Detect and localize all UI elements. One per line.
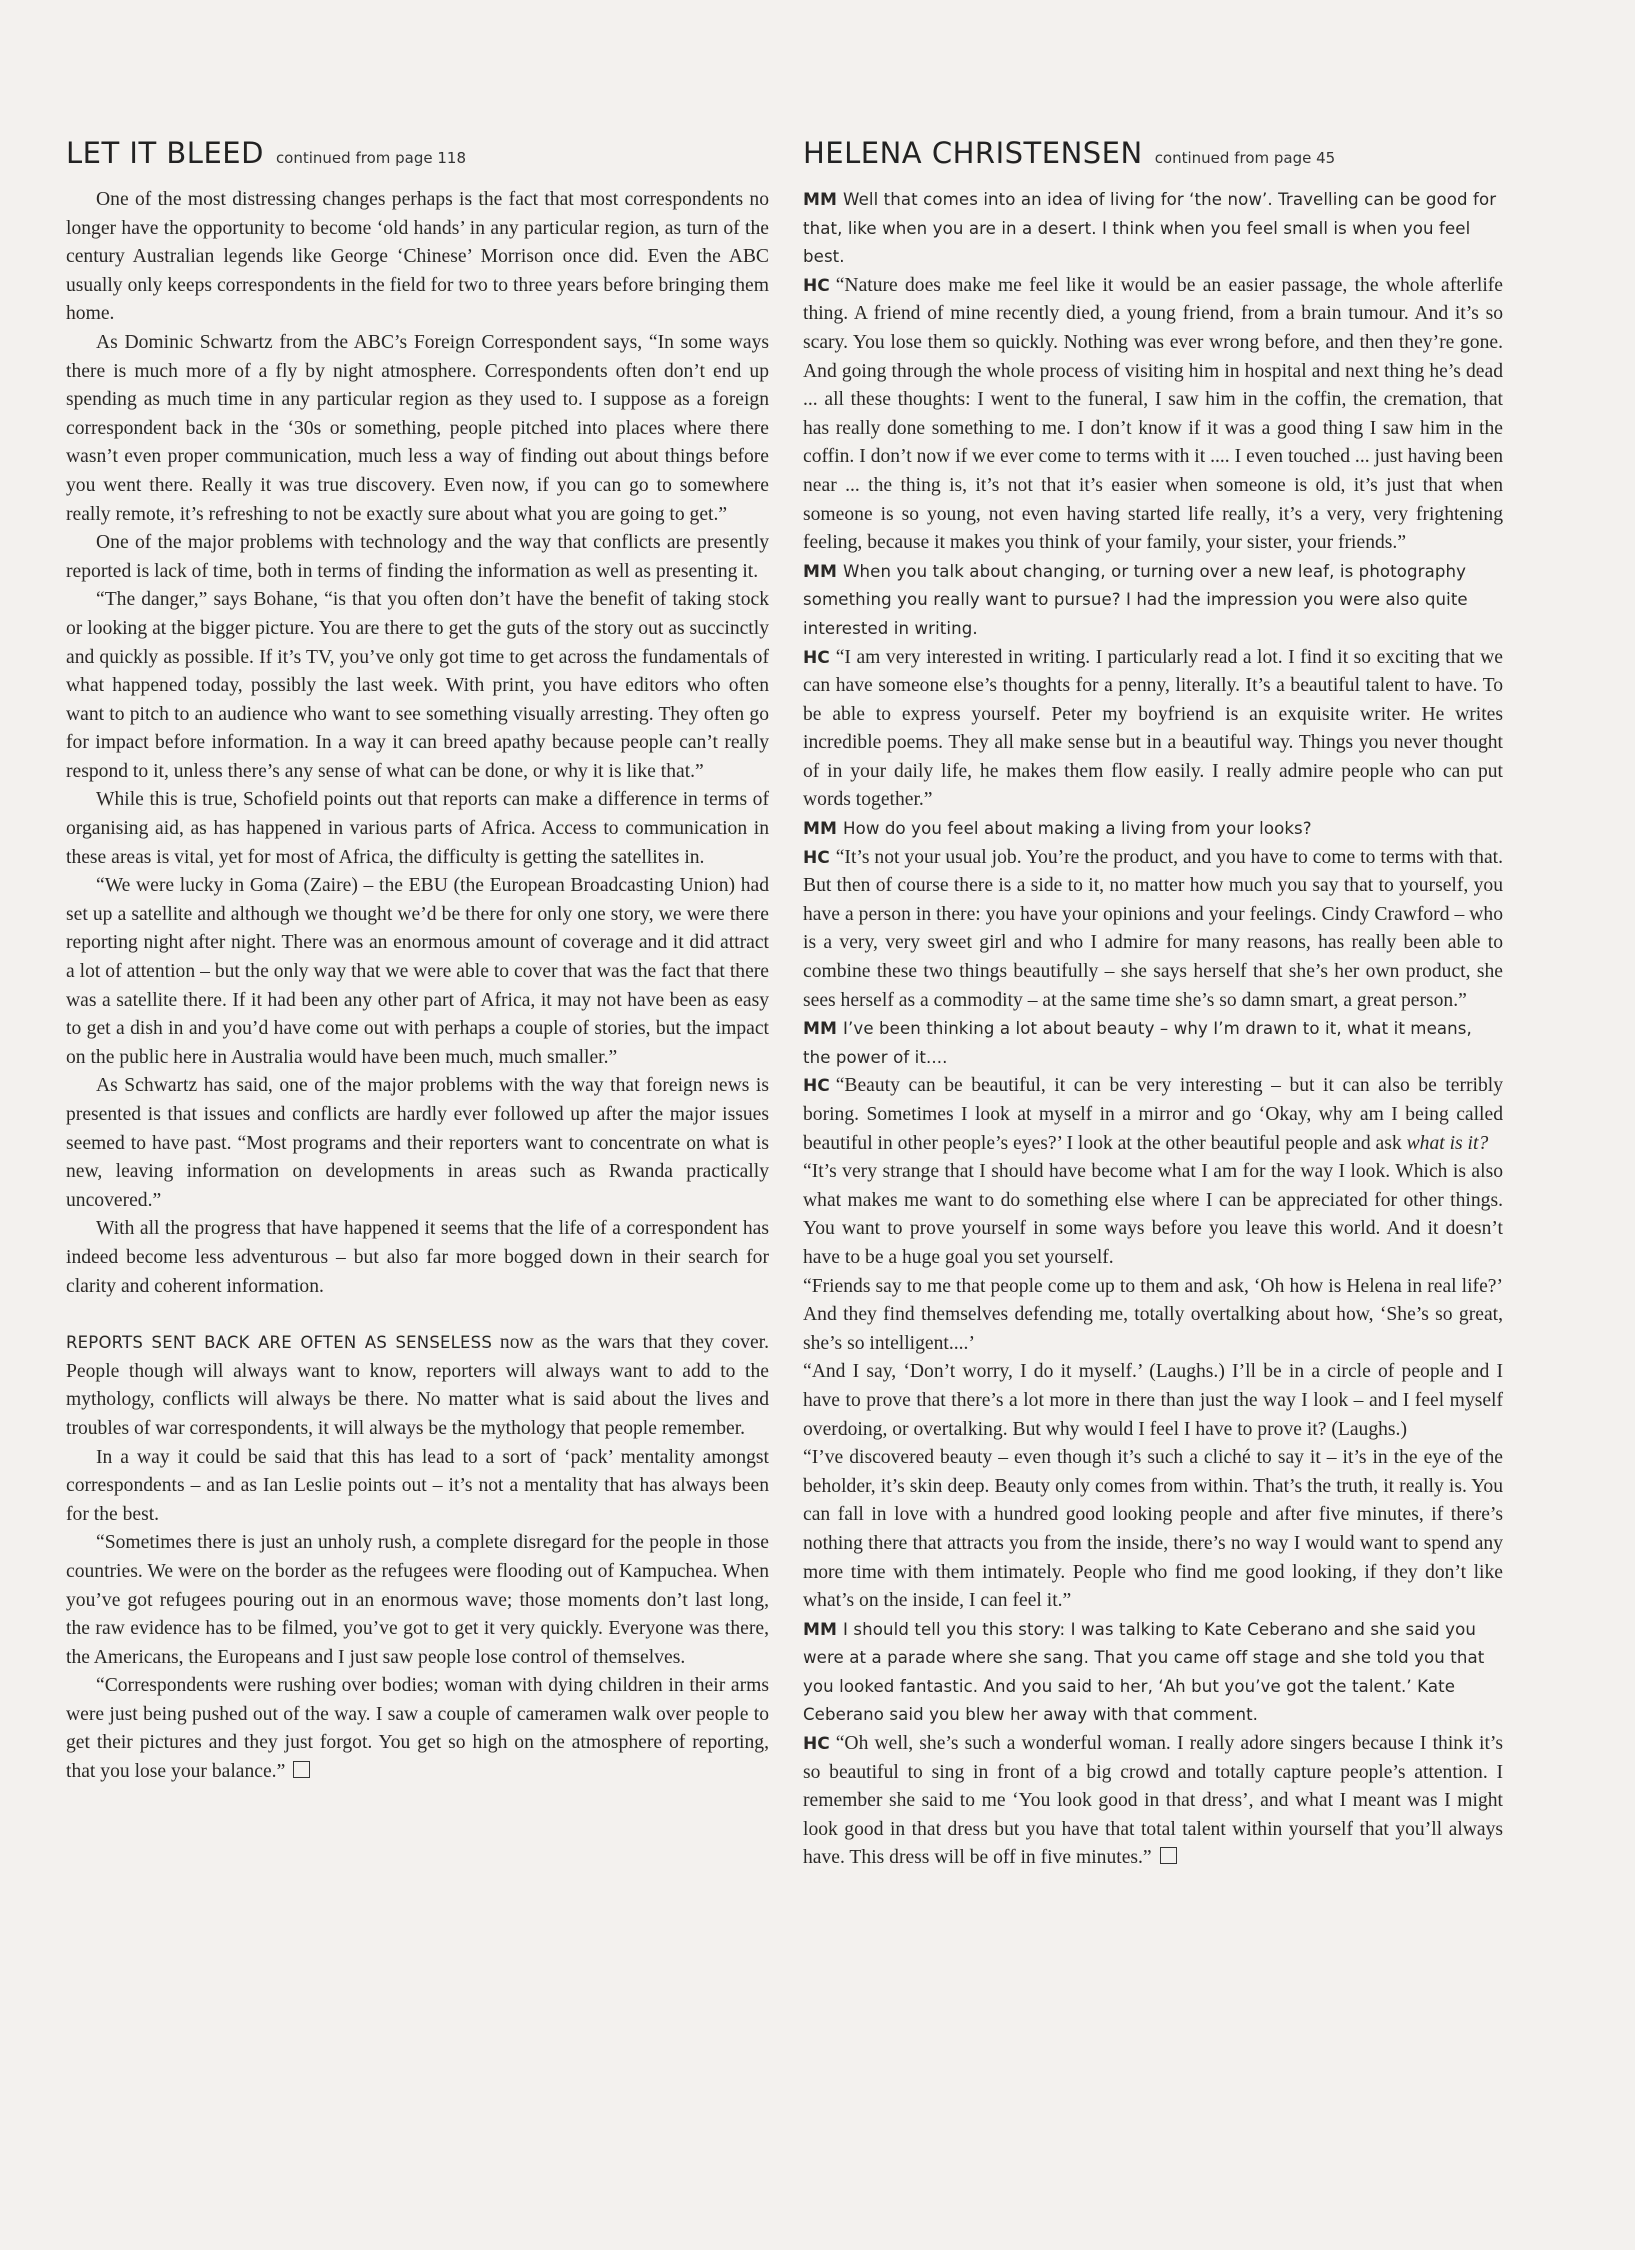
end-mark-icon (293, 1761, 310, 1778)
speaker-label: HC (803, 847, 830, 868)
answer-continuation: “And I say, ‘Don’t worry, I do it myself.’ (Laughs.) I’ll be in a circle of people and I have to prove that there’s a lot more in there than just the way I look – and I feel myself overdoing, or overtalking. But why would I feel I have to prove it? (Laughs.) (803, 1361, 1503, 1440)
paragraph-text: “Correspondents were rushing over bodies; woman with dying children in their arms were just being pushed out of the way. I saw a couple of cameramen walk over people to get their pictures and they just forgot. You get so high on the atmosphere of reporting, that you lose your balance.” (66, 1675, 769, 1783)
section-lead-in: REPORTS SENT BACK ARE OFTEN AS SENSELESS (66, 1333, 492, 1353)
interviewer-question (803, 1015, 1503, 1072)
end-mark-icon (1160, 1847, 1177, 1864)
section-paragraph (66, 1329, 769, 1443)
interviewer-question (803, 186, 1503, 272)
question-text: I’ve been thinking a lot about beauty – why I’m drawn to it, what it means, the power of it.... (803, 1019, 1472, 1067)
interviewer-question (803, 815, 1503, 844)
continued-note: continued from page 45 (1154, 149, 1336, 167)
answer-text: “Nature does make me feel like it would be an easier passage, the whole afterlife thing. A friend of mine recently died, a young friend, from a brain tumour. And it’s so scary. You lose them so quickly. Nothing was ever wrong before, and then they’re gone. And going through the whole process of visiting him in hospital and next thing he’s dead ... all these thoughts: I went to the funeral, I saw him in the coffin, the cremation, that has really done something to me. I don’t know if it was a good thing I saw him in the coffin. I don’t now if we ever come to terms with it .... I even touched ... just having been near ... the thing is, it’s not that it’s easier when someone is old, it’s just that when someone is so young, not even having started life really, it’s a very, very frightening feeling, because it makes you think of your family, your sister, your friends.” (803, 274, 1503, 554)
paragraph: While this is true, Schofield points out that reports can make a difference in terms of organising aid, as has happened in various parts of Africa. Access to communication in these areas is vital, yet for most of Africa, the difficulty is getting the satellites in. (66, 789, 769, 868)
paragraph: “We were lucky in Goma (Zaire) – the EBU (the European Broadcasting Union) had set up a satellite and although we thought we’d be there for only one story, we were there reporting night after night. There was an enormous amount of coverage and it did attract a lot of attention – but the only way that we were able to cover that was the fact that there was a satellite there. If it had been any other part of Africa, it may not have been as easy to get a dish in and you’d have come out with perhaps a couple of stories, but the impact on the public here in Australia would have been much, much smaller.” (66, 875, 769, 1068)
interviewer-question (803, 558, 1503, 644)
paragraph: With all the progress that have happened it seems that the life of a correspondent has indeed become less adventurous – but also far more bogged down in their search for clarity and coherent information. (66, 1218, 769, 1297)
question-text: I should tell you this story: I was talking to Kate Ceberano and she said you were at a parade where she sang. That you came off stage and she told you that you looked fantastic. And you said to her, ‘Ah but you’ve got the talent.’ Kate Ceberano said you blew her away with that comment. (803, 1619, 1485, 1725)
speaker-label: HC (803, 1734, 830, 1755)
paragraph: One of the major problems with technology and the way that conflicts are presently reported is lack of time, both in terms of finding the information as well as presenting it. (66, 532, 769, 582)
answer-text: “It’s not your usual job. You’re the product, and you have to come to terms with that. But then of course there is a side to it, no matter how much you say that to yourself, you have a person in there: you have your opinions and your feelings. Cindy Crawford – who is a very, very sweet girl and who I admire for many reasons, has really been able to combine these two things beautifully – she says herself that she’s her own product, she sees herself as a commodity – at the same time she’s so damn smart, a great person.” (803, 846, 1503, 1011)
speaker-label: HC (803, 1076, 830, 1097)
interviewee-answer (803, 272, 1503, 558)
speaker-label: MM (803, 1619, 838, 1640)
paragraph: “Sometimes there is just an unholy rush, a complete disregard for the people in those countries. We were on the border as the refugees were flooding out of Kampuchea. When you’ve got refugees pouring out in an enormous wave; those moments don’t last long, the raw evidence has to be filmed, you’ve got to get it very quickly. Everyone was there, the Americans, the Europeans and I just saw people lose control of themselves. (66, 1532, 769, 1668)
interviewee-answer (803, 1730, 1503, 1873)
answer-text: “I am very interested in writing. I particularly read a lot. I find it so exciting that we can have someone else’s thoughts for a penny, literally. It’s a beautiful talent to have. To be able to express yourself. Peter my boyfriend is an exquisite writer. He writes incredible poems. They all make sense but in a beautiful way. Things you never thought of in your daily life, he makes them flow easily. I really admire people who can put words together.” (803, 646, 1503, 811)
article-helena-christensen (803, 136, 1503, 1873)
section-text: now as the wars that they cover. People though will always want to know, reporters will always want to add to the mythology, conflicts will always be there. No matter what is said about the lives and troubles of war correspondents, it will always be the mythology that people remember. (66, 1332, 769, 1439)
paragraph: One of the most distressing changes perhaps is the fact that most correspondents no longer have the opportunity to become ‘old hands’ in any particular region, as turn of the century Australian legends like George ‘Chinese’ Morrison once did. Even the ABC usually only keeps correspondents in the field for two to three years before bringing them home. (66, 189, 769, 325)
continued-note: continued from page 118 (275, 149, 466, 167)
answer-text: “Oh well, she’s such a wonderful woman. I really adore singers because I think it’s so beautiful to sing in front of a big crowd and totally capture people’s attention. I remember she said to me ‘You look good in that dress’, and what I meant was I might look good in that dress but you have that total talent within yourself that you’ll always have. This dress will be off in five minutes.” (803, 1733, 1503, 1869)
article-let-it-bleed (66, 136, 769, 1787)
speaker-label: MM (803, 819, 838, 840)
interviewee-answer (803, 844, 1503, 1016)
interviewee-answer (803, 1072, 1503, 1158)
paragraph: As Dominic Schwartz from the ABC’s Foreign Correspondent says, “In some ways there is much more of a fly by night atmosphere. Correspondents often don’t end up spending as much time in any particular region as they used to. I suppose as a foreign correspondent back in the ‘30s or something, people pitched into places where there wasn’t even proper communication, much less a way of finding out about things before you went there. Really it was true discovery. Even now, if you can go to somewhere really remote, it’s refreshing to not be exactly sure about what you are going to get.” (66, 331, 769, 525)
answer-emphasis: what is it? (1406, 1132, 1489, 1154)
question-text: How do you feel about making a living from your looks? (843, 819, 1312, 839)
article-title: LET IT BLEED (66, 136, 264, 170)
article-header (66, 136, 769, 180)
speaker-label: MM (803, 1019, 838, 1040)
speaker-label: HC (803, 647, 830, 668)
speaker-label: MM (803, 190, 838, 210)
question-text: Well that comes into an idea of living for ‘the now’. Travelling can be good for that, like when you are in a desert. I think when you feel small is when you feel best. (803, 190, 1497, 267)
question-text: When you talk about changing, or turning over a new leaf, is photography something you really want to pursue? I had the impression you were also quite interested in writing. (803, 561, 1468, 638)
answer-continuation: “It’s very strange that I should have become what I am for the way I look. Which is also what makes me want to do something else where I can be appreciated for other things. You want to prove yourself in some ways before you leave this world. And it doesn’t have to be a huge goal you set yourself. (803, 1161, 1503, 1268)
speaker-label: HC (803, 275, 830, 296)
article-title: HELENA CHRISTENSEN (803, 136, 1143, 170)
interviewer-question (803, 1616, 1503, 1730)
answer-text: “Beauty can be beautiful, it can be very interesting – but it can also be terribly boring. Sometimes I look at myself in a mirror and go ‘Okay, why am I being called beautiful in other people’s eyes?’ I look at the other beautiful people and ask (803, 1075, 1503, 1154)
speaker-label: MM (803, 561, 838, 582)
interviewee-answer (803, 644, 1503, 816)
paragraph: “The danger,” says Bohane, “is that you often don’t have the benefit of taking stock or looking at the bigger picture. You are there to get the guts of the story out as succinctly and quickly as possible. If it’s TV, you’ve only got time to get across the fundamentals of what happened today, possibly the last week. With print, you have editors who often want to pitch to an audience who want to see something visually arresting. They often go for impact before information. In a way it can breed apathy because people can’t really respond to it, unless there’s any sense of what can be done, or why it is like that.” (66, 589, 769, 782)
paragraph: In a way it could be said that this has lead to a sort of ‘pack’ mentality amongst correspondents – and as Ian Leslie points out – it’s not a mentality that has always been for the best. (66, 1446, 769, 1525)
article-header (803, 136, 1503, 180)
paragraph: As Schwartz has said, one of the major problems with the way that foreign news is presented is that issues and conflicts are hardly ever followed up after the major issues seemed to have past. “Most programs and their reporters want to concentrate on what is new, leaving information on developments in areas such as Rwanda practically uncovered.” (66, 1075, 769, 1211)
answer-continuation: “I’ve discovered beauty – even though it’s such a cliché to say it – it’s in the eye of the beholder, it’s skin deep. Beauty only comes from within. That’s the truth, it really is. You can fall in love with a hundred good looking people and after five minutes, if there’s nothing there that attracts you from the inside, there’s no way I would want to spend any more time with them intimately. People who find me good looking, if they don’t like what’s on the inside, I can feel it.” (803, 1447, 1503, 1612)
answer-continuation: “Friends say to me that people come up to them and ask, ‘Oh how is Helena in real life?’ And they find themselves defending me, totally overtalking about how, ‘She’s so great, she’s so intelligent....’ (803, 1275, 1503, 1354)
final-paragraph (66, 1672, 769, 1786)
